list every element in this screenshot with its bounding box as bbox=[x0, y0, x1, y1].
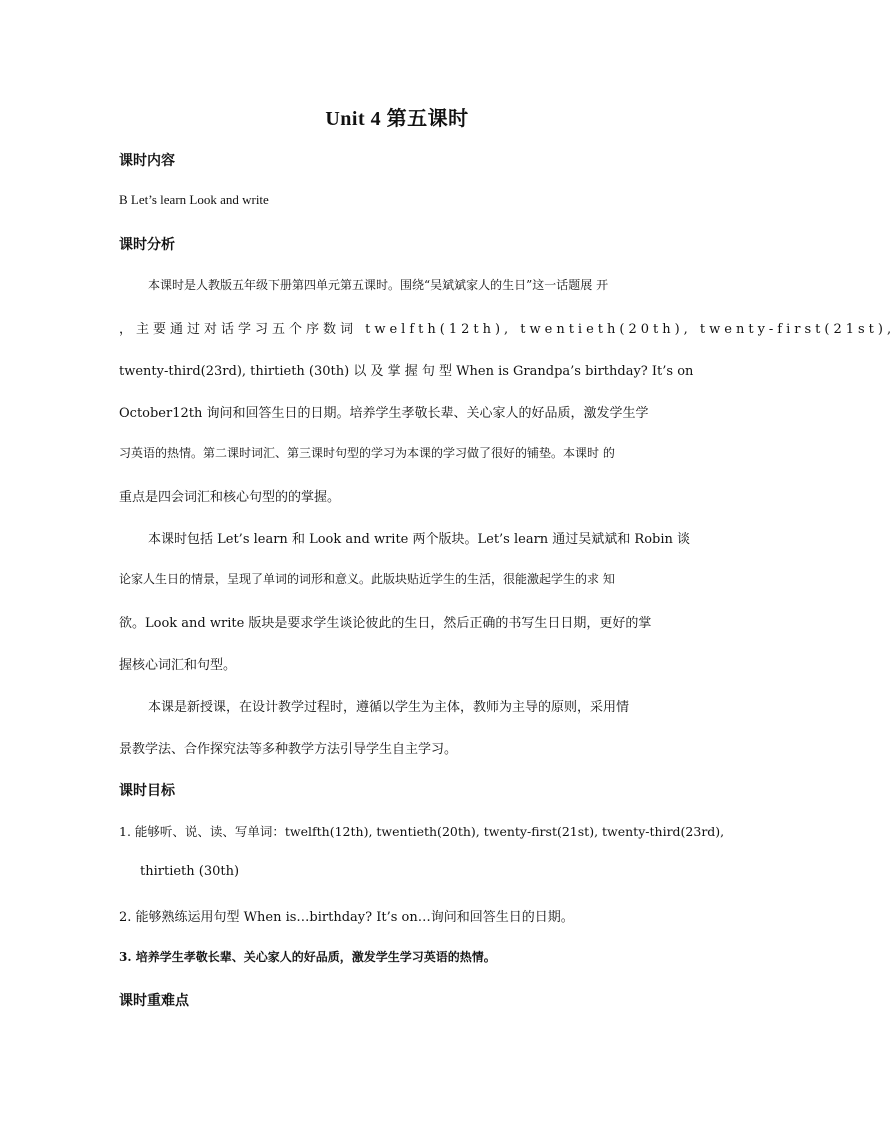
analysis-line-12: 景教学法、合作探究法等多种教学方法引导学生自主学习。 bbox=[119, 742, 458, 757]
section-heading-content: 课时内容 bbox=[119, 153, 175, 169]
section-heading-goals: 课时目标 bbox=[119, 783, 175, 799]
analysis-line-1: 本课时是人教版五年级下册第四单元第五课时。围绕“吴斌斌家人的生日”这一话题展 开 bbox=[148, 278, 609, 292]
goal-line-1-continued: thirtieth (30th) bbox=[140, 864, 240, 879]
content-line: B Let’s learn Look and write bbox=[119, 192, 269, 207]
analysis-line-4: October12th 询问和回答生日的日期。培养学生孝敬长辈、关心家人的好品质，激发学生学 bbox=[119, 406, 649, 421]
analysis-line-2: ，主要通过对话学习五个序数词 twelfth(12th), twentieth(20th), twenty-first(21st), bbox=[119, 322, 895, 337]
goal-line-2: 2. 能够熟练运用句型 When is…birthday? It’s on…询问和回答生日的日期。 bbox=[119, 910, 574, 925]
analysis-line-7: 本课时包括 Let’s learn 和 Look and write 两个版块。Let’s learn 通过吴斌斌和 Robin 谈 bbox=[148, 532, 691, 547]
analysis-line-10: 握核心词汇和句型。 bbox=[119, 658, 237, 673]
section-heading-difficulty: 课时重难点 bbox=[119, 993, 189, 1009]
analysis-line-11: 本课是新授课，在设计教学过程时，遵循以学生为主体，教师为主导的原则，采用情 bbox=[148, 700, 630, 715]
analysis-line-5: 习英语的热情。第二课时词汇、第三课时句型的学习为本课的学习做了很好的铺垫。本课时 的 bbox=[119, 446, 615, 460]
page-title: Unit 4 第五课时 bbox=[325, 108, 469, 130]
goal-line-3: 3. 培养学生孝敬长辈、关心家人的好品质，激发学生学习英语的热情。 bbox=[119, 950, 496, 964]
goal-line-1: 1. 能够听、说、读、写单词：twelfth(12th), twentieth(20th), twenty-first(21st), twenty-third(23rd), bbox=[119, 824, 725, 839]
section-heading-analysis: 课时分析 bbox=[119, 237, 175, 253]
analysis-line-3: twenty-third(23rd), thirtieth (30th) 以 及 掌 握 句 型 When is Grandpa’s birthday? It’s on bbox=[119, 364, 694, 379]
analysis-line-6: 重点是四会词汇和核心句型的的掌握。 bbox=[119, 490, 341, 505]
analysis-line-9: 欲。Look and write 版块是要求学生谈论彼此的生日，然后正确的书写生日日期，更好的掌 bbox=[119, 616, 652, 631]
analysis-line-8: 论家人生日的情景，呈现了单词的词形和意义。此版块贴近学生的生活，很能激起学生的求 知 bbox=[119, 572, 615, 586]
